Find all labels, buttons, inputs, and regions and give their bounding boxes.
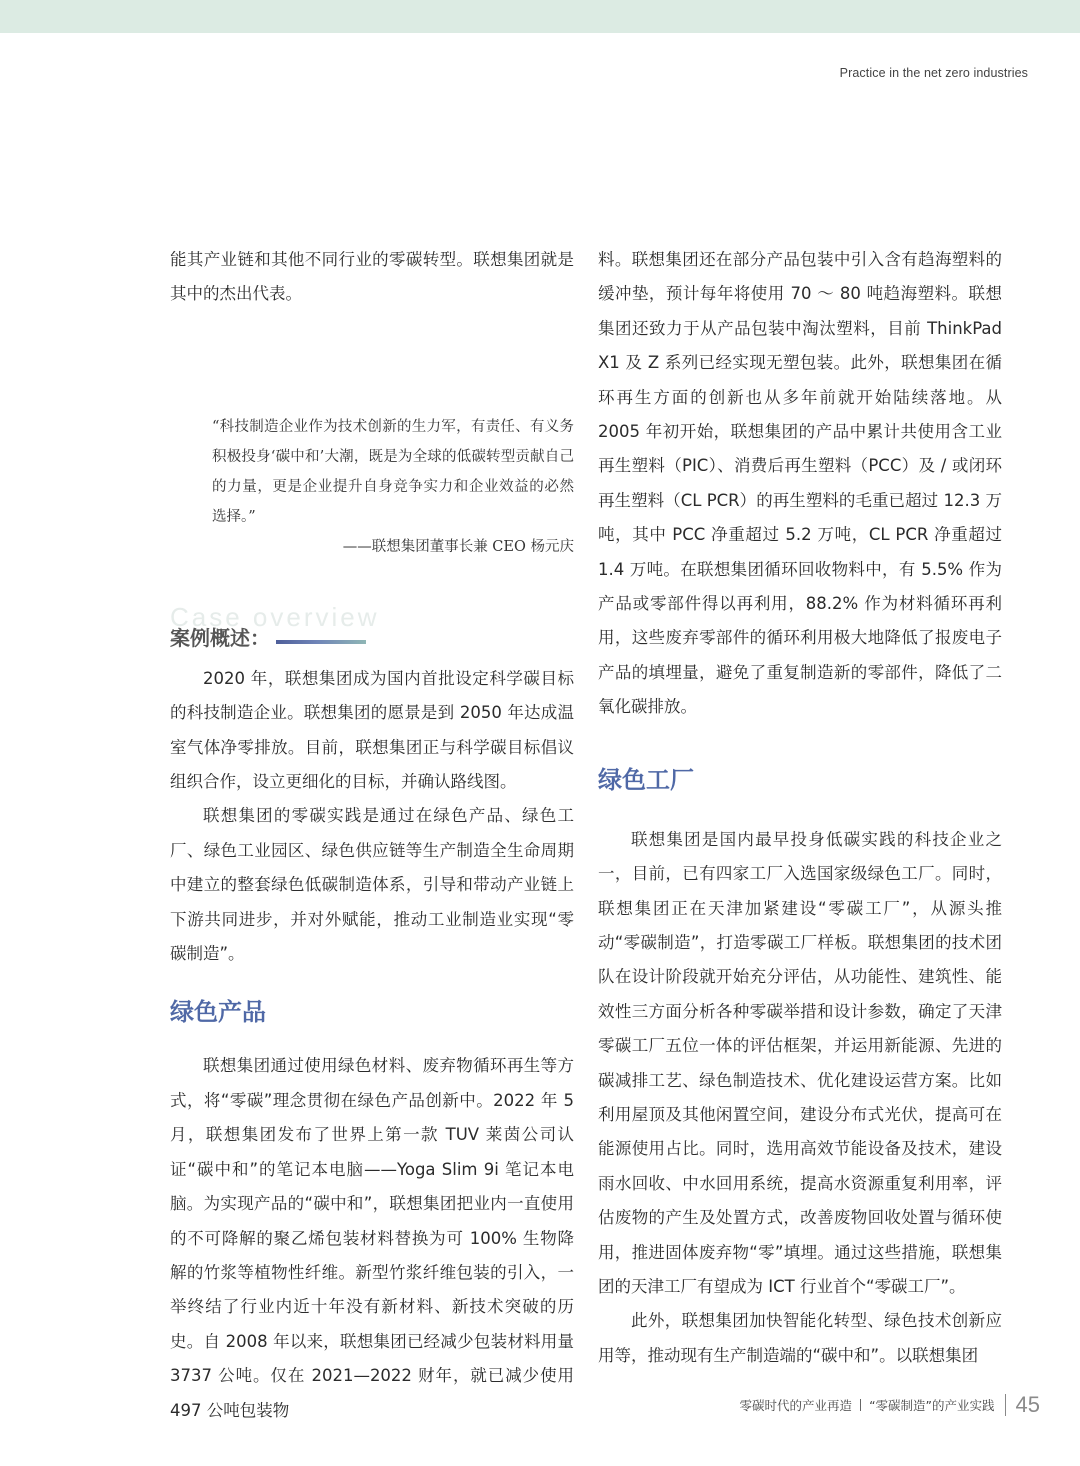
right-column xyxy=(598,243,1002,1373)
top-color-band xyxy=(0,0,1080,33)
case-paragraph-1: 2020 年，联想集团成为国内首批设定科学碳目标的科技制造企业。联想集团的愿景是到 2050 年达成温室气体净零排放。目前，联想集团正与科学碳目标倡议组织合作，设立更细化的目标，并确认路线图。 xyxy=(170,668,574,792)
quote-attribution: ——联想集团董事长兼 CEO 杨元庆 xyxy=(342,538,574,555)
green-factory-paragraph-2: 此外，联想集团加快智能化转型、绿色技术创新应用等，推动现有生产制造端的“碳中和”。以联想集团 xyxy=(598,1311,1002,1365)
case-overview-en: Case overview xyxy=(170,601,380,632)
footer-part-title: 零碳时代的产业再造 xyxy=(739,1398,853,1413)
ceo-quote: “科技制造企业作为技术创新的生力军，有责任、有义务积极投身‘碳中和’大潮，既是为全球的低碳转型贡献自己的力量，更是企业提升自身竞争实力和企业效益的必然选择。” xyxy=(212,418,574,525)
intro-paragraph: 能其产业链和其他不同行业的零碳转型。联想集团就是其中的杰出代表。 xyxy=(170,250,574,304)
case-paragraph-2: 联想集团的零碳实践是通过在绿色产品、绿色工厂、绿色工业园区、绿色供应链等生产制造全生命周期中建立的整套绿色低碳制造体系，引导和带动产业链上下游共同进步，并对外赋能，推动工业制造业实现“零碳制造”。 xyxy=(170,806,574,964)
footer-chapter-title: “零碳制造”的产业实践 xyxy=(869,1398,995,1413)
page-number: 45 xyxy=(1015,1392,1040,1417)
left-column xyxy=(170,243,574,1428)
green-factory-paragraph: 联想集团是国内最早投身低碳实践的科技企业之一，目前，已有四家工厂入选国家级绿色工厂。同时，联想集团正在天津加紧建设“零碳工厂”，从源头推动“零碳制造”，打造零碳工厂样板。联想集团的技术团队在设计阶段就开始充分评估，从功能性、建筑性、能效性三方面分析各种零碳举措和设计参数，确定了天津零碳工厂五位一体的评估框架，并运用新能源、先进的碳减排工艺、绿色制造技术、优化建设运营方案。比如利用屋顶及其他闲置空间，建设分布式光伏，提高可在能源使用占比。同时，选用高效节能设备及技术，建设雨水回收、中水回用系统，提高水资源重复利用率，评估废物的产生及处置方式，改善废物回收处置与循环使用，推进固体废弃物“零”填埋。通过这些措施，联想集团的天津工厂有望成为 ICT 行业首个“零碳工厂”。 xyxy=(598,829,1002,1296)
section-title-green-products: 绿色产品 xyxy=(170,998,266,1027)
running-header: Practice in the net zero industries xyxy=(839,66,1028,80)
section-title-green-factory: 绿色工厂 xyxy=(598,765,694,794)
footer-divider xyxy=(1005,1394,1006,1416)
continued-paragraph: 料。联想集团还在部分产品包装中引入含有趋海塑料的缓冲垫，预计每年将使用 70 ～ 80 吨趋海塑料。联想集团还致力于从产品包装中淘汰塑料，目前 ThinkPad X1 及 Z 系列已经实现无塑包装。此外，联想集团在循环再生方面的创新也从多年前就开始陆续落地。从 2005 年初开始，联想集团的产品中累计共使用含工业再生塑料（PIC）、消费后再生塑料（PCC）及 / 或闭环再生塑料（CL PCR）的再生塑料的毛重已超过 12.3 万吨，其中 PCC 净重超过 5.2 万吨，CL PCR 净重超过 1.4 万吨。在联想集团循环回收物料中，有 5.5% 作为产品或零部件得以再利用，88.2% 作为材料循环再利用，这些废弃零部件的循环利用极大地降低了报废电子产品的填埋量，避免了重复制造新的零部件，降低了二氧化碳排放。 xyxy=(598,250,1002,717)
heading-accent-rule xyxy=(276,640,366,644)
case-overview-heading xyxy=(170,602,574,662)
green-products-paragraph: 联想集团通过使用绿色材料、废弃物循环再生等方式，将“零碳”理念贯彻在绿色产品创新中。2022 年 5 月，联想集团发布了世界上第一款 TUV 莱茵公司认证“碳中和”的笔记本电脑——Yoga Slim 9i 笔记本电脑。为实现产品的“碳中和”，联想集团把业内一直使用的不可降解的聚乙烯包装材料替换为可 100% 生物降解的竹浆等植物性纤维。新型竹浆纤维包装的引入，一举终结了行业内近十年没有新材料、新技术突破的历史。自 2008 年以来，联想集团已经减少包装材料用量 3737 公吨。仅在 2021—2022 财年，就已减少使用 497 公吨包装物 xyxy=(170,1056,574,1420)
case-overview-cn: 案例概述： xyxy=(170,625,270,650)
footer-separator xyxy=(860,1399,861,1411)
page-footer xyxy=(740,1392,1040,1418)
